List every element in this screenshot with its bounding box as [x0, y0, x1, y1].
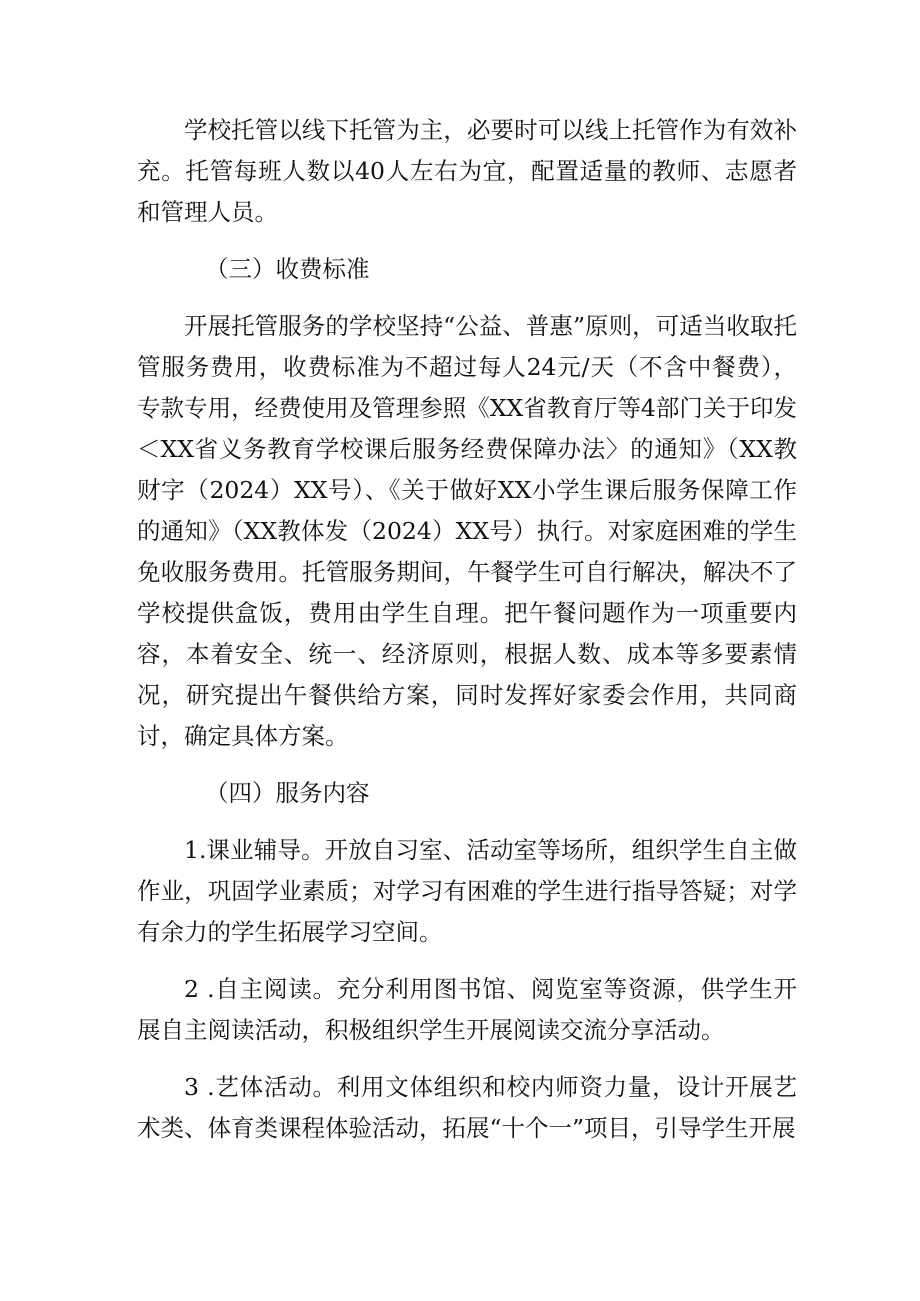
paragraph-fee-standard: 开展托管服务的学校坚持“公益、普惠”原则，可适当收取托管服务费用，收费标准为不超过每人24元/天（不含中餐费），专款专用，经费使用及管理参照《XX省教育厅等4部门关于印发＜XX省义务教育学校课后服务经费保障办法〉的通知》（XX教财字（2024）XX号）、《关于做好XX小学生课后服务保障工作的通知》（XX教体发（2024）XX号）执行。对家庭困难的学生免收服务费用。托管服务期间，午餐学生可自行解决，解决不了学校提供盒饭，费用由学生自理。把午餐问题作为一项重要内容，本着安全、统一、经济原则，根据人数、成本等多要素情况，研究提出午餐供给方案，同时发挥好家委会作用，共同商讨，确定具体方案。 [137, 312, 797, 750]
section-heading-services: （四）服务内容 [205, 779, 370, 807]
paragraph-arts-sports: 3 .艺体活动。利用文体组织和校内师资力量，设计开展艺术类、体育类课程体验活动，拓展“十个一”项目，引导学生开展 [137, 1073, 797, 1142]
paragraph-self-reading: 2 .自主阅读。充分利用图书馆、阅览室等资源，供学生开展自主阅读活动，积极组织学生开展阅读交流分享活动。 [137, 975, 797, 1044]
paragraph-hosting-mode: 学校托管以线下托管为主，必要时可以线上托管作为有效补充。托管每班人数以40人左右为宜，配置适量的教师、志愿者和管理人员。 [137, 116, 797, 226]
paragraph-homework-help: 1.课业辅导。开放自习室、活动室等场所，组织学生自主做作业，巩固学业素质；对学习有困难的学生进行指导答疑；对学有余力的学生拓展学习空间。 [137, 836, 797, 946]
document-body [137, 110, 797, 1165]
section-heading-fees: （三）收费标准 [205, 255, 370, 283]
